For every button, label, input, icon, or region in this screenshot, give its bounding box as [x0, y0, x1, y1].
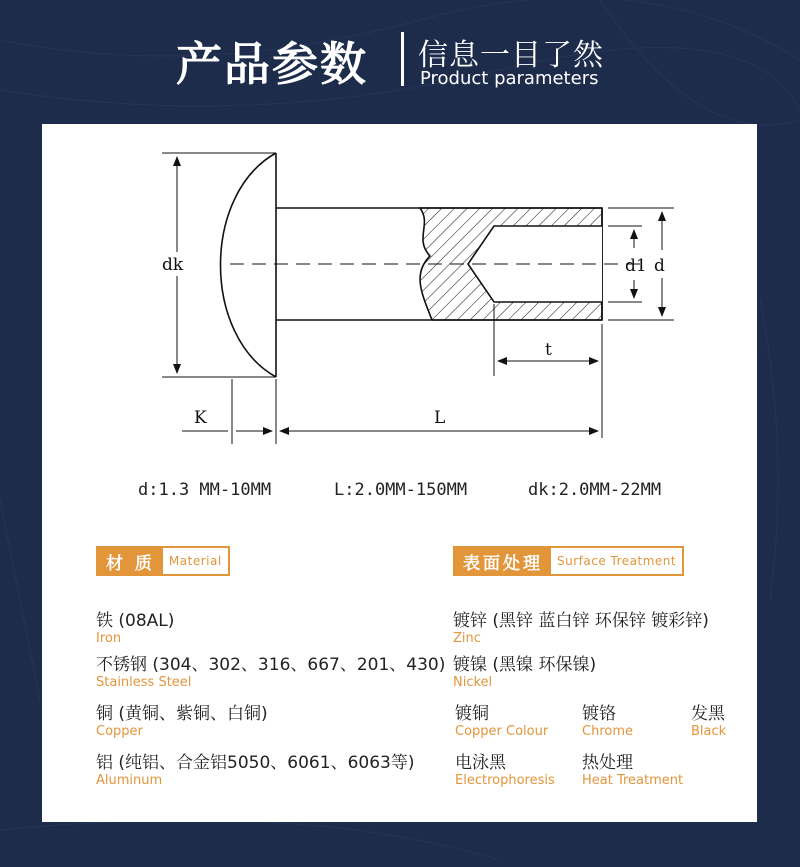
surface-badge: [453, 546, 684, 576]
rivet-technical-drawing: [42, 124, 757, 484]
dim-dk: dk:2.0MM-22MM: [528, 480, 662, 500]
label-K: K: [194, 408, 207, 428]
surface-item: 热处理 Heat Treatment: [582, 753, 684, 788]
rivet-hollow: [468, 226, 602, 302]
material-badge-en: Material: [163, 548, 228, 574]
label-t: t: [545, 340, 552, 360]
dim-L: L:2.0MM-150MM: [334, 480, 468, 500]
dim-d: d:1.3 MM-10MM: [138, 480, 272, 500]
surface-item: 电泳黑 Electrophoresis: [455, 753, 555, 788]
page-header: [0, 0, 800, 124]
material-badge: [96, 546, 230, 576]
label-d: d: [654, 256, 665, 276]
material-item: 铜 (黄铜、紫铜、白铜) Copper: [96, 704, 268, 739]
label-d1: d1: [625, 256, 647, 276]
page-subtitle-en: Product parameters: [420, 68, 599, 89]
material-item: 不锈钢 (304、302、316、667、201、430) Stainless Steel: [96, 655, 446, 690]
surface-item: 镀铜 Copper Colour: [455, 704, 549, 739]
surface-item: 发黑 Black: [691, 704, 727, 739]
title-divider: [401, 32, 404, 86]
material-item: 铝 (纯铝、合金铝5050、6061、6063等) Aluminum: [96, 753, 415, 788]
material-badge-cn: 材 质: [98, 548, 163, 574]
surface-item: 镀锌 (黑锌 蓝白锌 环保锌 镀彩锌) Zinc: [453, 611, 709, 646]
page-title: 产品参数: [176, 37, 368, 91]
surface-item: 镀镍 (黑镍 环保镍) Nickel: [453, 655, 597, 690]
surface-badge-en: Surface Treatment: [551, 548, 682, 574]
content-card: [42, 124, 757, 822]
page-subtitle-cn: 信息一目了然: [418, 38, 604, 73]
label-dk: dk: [162, 255, 184, 275]
label-L: L: [434, 408, 446, 428]
material-item: 铁 (08AL) Iron: [96, 611, 175, 646]
surface-badge-cn: 表面处理: [455, 548, 551, 574]
rivet-head-dome: [221, 153, 277, 377]
surface-item: 镀铬 Chrome: [582, 704, 633, 739]
